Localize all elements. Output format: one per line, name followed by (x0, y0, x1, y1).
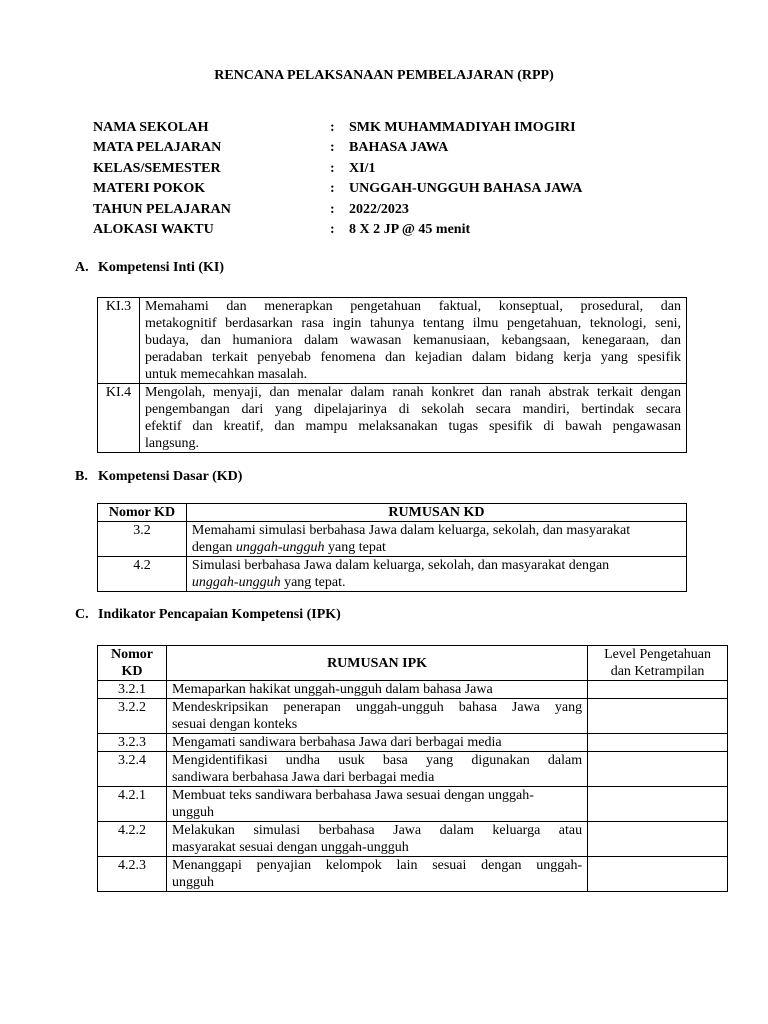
identity-value: SMK MUHAMMADIYAH IMOGIRI (349, 120, 576, 135)
ipk-header-row (98, 646, 728, 681)
identity-row (93, 120, 582, 140)
ipk-line: ungguh (171, 875, 214, 890)
ipk-col-level-line: Level Pengetahuan (604, 647, 712, 662)
ki-line: untuk memecahkan masalah. (144, 367, 308, 382)
ipk-line: Melakukan simulasi berbahasa Jawa dalam keluarga atau (171, 823, 583, 838)
ipk-description (166, 787, 587, 822)
ipk-line: sandiwara berbahasa Jawa dari berbagai media (171, 770, 435, 785)
ipk-description (166, 857, 587, 892)
kd-row (98, 522, 687, 557)
ki-line: metakognitif berdasarkan rasa ingin tahunya tentang ilmu pengetahuan, teknologi, seni, (144, 316, 681, 331)
ipk-line: Mendeskripsikan penerapan unggah-ungguh bahasa Jawa yang (171, 700, 583, 715)
kd-row (98, 557, 687, 592)
ipk-row (98, 822, 728, 857)
ipk-line: Mengamati sandiwara berbahasa Jawa dari berbagai media (171, 735, 502, 750)
ipk-description (166, 699, 587, 734)
ipk-level (588, 681, 728, 699)
identity-colon: : (330, 201, 335, 217)
ipk-level (588, 699, 728, 734)
ki-line: Memahami dan menerapkan pengetahuan faktual, konseptual, prosedural, dan (144, 299, 681, 314)
kd-line: Simulasi berbahasa Jawa dalam keluarga, sekolah, dan masyarakat dengan (191, 558, 610, 573)
ipk-number: 3.2.1 (98, 681, 167, 699)
ipk-col-number-line: KD (121, 664, 143, 679)
ipk-table (97, 645, 728, 892)
ipk-col-number-line: Nomor (110, 647, 153, 662)
kd-text: dengan (191, 540, 236, 555)
section-title: Indikator Pencapaian Kompetensi (IPK) (98, 607, 341, 622)
ipk-col-level-line: dan Ketrampilan (610, 664, 705, 679)
section-title: Kompetensi Dasar (KD) (98, 469, 243, 484)
kd-line: Memahami simulasi berbahasa Jawa dalam keluarga, sekolah, dan masyarakat (191, 523, 631, 538)
ki-row (98, 384, 687, 453)
ipk-col-level (588, 646, 728, 681)
section-c-heading (75, 607, 341, 623)
ipk-number: 3.2.4 (98, 752, 167, 787)
identity-value: XI/1 (349, 160, 376, 176)
section-a-heading (75, 260, 224, 276)
identity-colon: : (330, 181, 335, 197)
ipk-row (98, 857, 728, 892)
ki-line: peradaban terkait penyebab fenomena dan kejadian dalam bidang kerja yang spesifik (144, 350, 681, 365)
ipk-description (166, 752, 587, 787)
ipk-row (98, 699, 728, 734)
identity-colon: : (330, 221, 335, 237)
identity-row (93, 202, 582, 222)
ipk-row (98, 752, 728, 787)
ipk-description (166, 822, 587, 857)
ki-description (139, 298, 686, 384)
kd-line (192, 539, 681, 556)
kd-table (97, 503, 687, 592)
ipk-row (98, 734, 728, 752)
ipk-level (588, 752, 728, 787)
identity-label: KELAS/SEMESTER (93, 160, 221, 176)
ipk-line: Membuat teks sandiwara berbahasa Jawa sesuai dengan unggah- (171, 788, 534, 803)
ipk-number: 3.2.2 (98, 699, 167, 734)
ipk-description (166, 734, 587, 752)
ki-line: Mengolah, menyaji, dan menalar dalam ranah konkret dan ranah abstrak terkait dengan (144, 385, 681, 400)
identity-row (93, 140, 582, 160)
kd-number: 4.2 (98, 557, 187, 592)
ipk-line: ungguh (171, 805, 214, 820)
kd-col-number: Nomor KD (98, 504, 187, 522)
identity-label: ALOKASI WAKTU (93, 221, 214, 237)
ipk-line: Memaparkan hakikat unggah-ungguh dalam bahasa Jawa (171, 682, 493, 697)
ipk-level (588, 857, 728, 892)
kd-text: yang tepat. (280, 575, 346, 590)
section-letter: B. (75, 469, 88, 484)
identity-label: MATA PELAJARAN (93, 140, 222, 156)
kd-description (186, 557, 686, 592)
section-title: Kompetensi Inti (KI) (98, 260, 224, 275)
ki-description (139, 384, 686, 453)
identity-colon: : (330, 120, 335, 135)
ki-row (98, 298, 687, 384)
ipk-row (98, 681, 728, 699)
ki-code: KI.3 (98, 298, 140, 384)
section-b-heading (75, 469, 242, 485)
identity-colon: : (330, 160, 335, 176)
ipk-line: Menanggapi penyajian kelompok lain sesuai dengan unggah- (171, 858, 583, 873)
identity-colon: : (330, 140, 335, 156)
ki-line: budaya, dan humaniora dalam wawasan kemanusiaan, kebangsaan, kenegaraan, dan (144, 333, 681, 348)
identity-row (93, 181, 582, 201)
identity-label: TAHUN PELAJARAN (93, 201, 231, 217)
kd-italic-term: unggah-ungguh (191, 575, 281, 590)
identity-value: BAHASA JAWA (349, 140, 449, 156)
ipk-number: 4.2.2 (98, 822, 167, 857)
ipk-number: 4.2.1 (98, 787, 167, 822)
ipk-col-rumusan: RUMUSAN IPK (166, 646, 587, 681)
ipk-line: Mengidentifikasi undha usuk basa yang digunakan dalam (171, 753, 583, 768)
ipk-level (588, 822, 728, 857)
ki-line: pengembangan dari yang dipelajarinya di sekolah secara mandiri, bertindak secara (144, 402, 681, 417)
kd-description (186, 522, 686, 557)
identity-label: MATERI POKOK (93, 181, 206, 197)
ipk-level (588, 787, 728, 822)
identity-label: NAMA SEKOLAH (93, 120, 209, 135)
section-letter: A. (75, 260, 89, 275)
ki-code: KI.4 (98, 384, 140, 453)
identity-value: 2022/2023 (349, 201, 409, 217)
kd-col-rumusan: RUMUSAN KD (186, 504, 686, 522)
ipk-row (98, 787, 728, 822)
section-letter: C. (75, 607, 89, 622)
kd-header-row (98, 504, 687, 522)
kd-number: 3.2 (98, 522, 187, 557)
kd-text: yang tepat (324, 540, 386, 555)
document-title: RENCANA PELAKSANAAN PEMBELAJARAN (RPP) (214, 68, 554, 83)
identity-value: UNGGAH-UNGGUH BAHASA JAWA (349, 181, 583, 197)
ipk-number: 4.2.3 (98, 857, 167, 892)
ipk-number: 3.2.3 (98, 734, 167, 752)
ipk-description (166, 681, 587, 699)
kd-italic-term: unggah-ungguh (235, 540, 325, 555)
ipk-level (588, 734, 728, 752)
ki-line: efektif dan kreatif, dan mampu melaksanakan tugas spesifik di bawah pengawasan (144, 419, 681, 434)
identity-row (93, 161, 582, 181)
ipk-col-number (98, 646, 167, 681)
identity-value: 8 X 2 JP @ 45 menit (349, 221, 471, 237)
kd-line (192, 574, 681, 591)
identity-row (93, 222, 582, 242)
ki-line: langsung. (144, 436, 200, 451)
identity-table (93, 120, 582, 242)
ipk-line: sesuai dengan konteks (171, 717, 298, 732)
ipk-line: masyarakat sesuai dengan unggah-ungguh (171, 840, 409, 855)
ki-table (97, 297, 687, 453)
